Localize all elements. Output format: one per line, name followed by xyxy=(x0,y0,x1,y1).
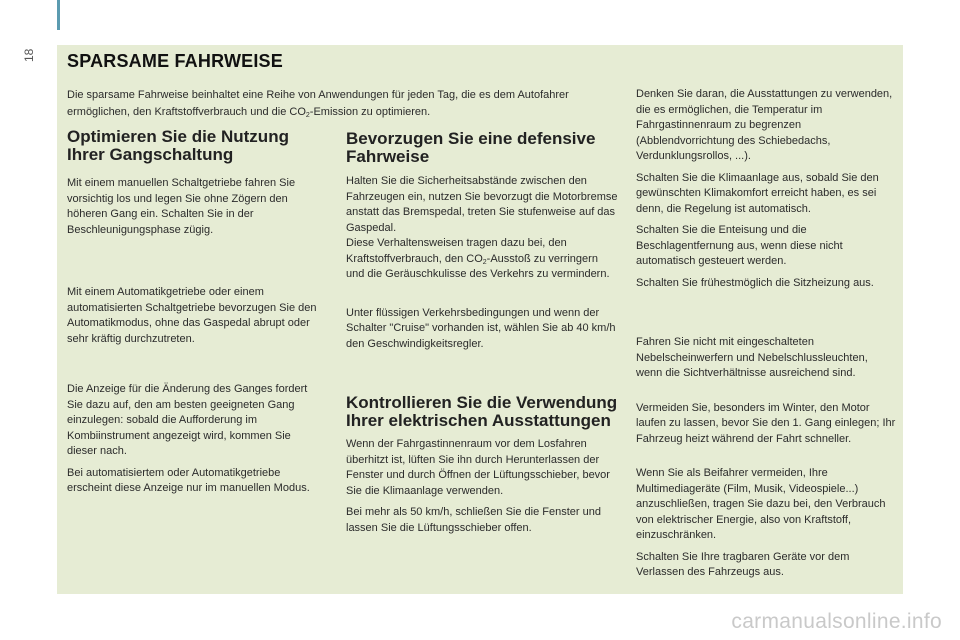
heading-electrical-equipment: Kontrollieren Sie die Verwendung Ihrer elektrischen Ausstattungen xyxy=(346,393,618,430)
col2-co2-subscript: 2 xyxy=(482,258,487,266)
col2-paragraph-cruise: Unter flüssigen Verkehrsbedingungen und wenn der Schalter "Cruise" vorhanden ist, wählen Sie ab 40 km/h den Geschwindigkeitsregler. xyxy=(346,306,616,350)
column-gearshift xyxy=(67,128,323,497)
col2-paragraph-emissions xyxy=(346,236,618,283)
col3-paragraph-temperature: Denken Sie daran, die Ausstattungen zu verwenden, die es ermöglichen, die Temperatur im Fahrgastinnenraum zu begrenzen (Abblendvorrichtung des Schiebedachs, Verdunklungsrollos, ...). xyxy=(636,88,893,162)
margin-accent-line xyxy=(57,0,60,30)
page-title: SPARSAME FAHRWEISE xyxy=(67,51,283,71)
col3-paragraph-fog-lights: Fahren Sie nicht mit eingeschalteten Nebelscheinwerfern und Nebelschlussleuchten, wenn die Sichtverhältnisse ausreichend sind. xyxy=(636,336,868,379)
col3-paragraph-aircon: Schalten Sie die Klimaanlage aus, sobald Sie den gewünschten Klimakomfort erreicht haben, es sei denn, die Regelung ist automatisch. xyxy=(636,171,879,215)
intro-text-before: Die sparsame Fahrweise beinhaltet eine Reihe von Anwendungen für jeden Tag, die es dem Autofahrer ermöglichen, den Kraftstoffverbrauch und die CO xyxy=(67,89,569,118)
column-driving-style xyxy=(346,130,618,536)
col1-paragraph-manual: Mit einem manuellen Schaltgetriebe fahren Sie vorsichtig los und legen Sie ohne Zögern den höheren Gang ein. Schalten Sie in der Beschleunigungsphase zügig. xyxy=(67,177,296,236)
col1-paragraph-indicator-mode: Bei automatisiertem oder Automatikgetriebe erscheint diese Anzeige nur im manuellen Modus. xyxy=(67,466,310,494)
col2-paragraph-ventilation: Wenn der Fahrgastinnenraum vor dem Losfahren überhitzt ist, lüften Sie ihn durch Herunterlassen der Fenster und durch Öffnen der Lüftungsschieber, bevor Sie die Klimaanlage verwenden. xyxy=(346,438,610,497)
col3-paragraph-engine-idle: Vermeiden Sie, besonders im Winter, den Motor laufen zu lassen, bevor Sie den 1. Gang einlegen; Ihr Fahrzeug heizt während der Fahrt schneller. xyxy=(636,401,896,445)
col3-paragraph-multimedia: Wenn Sie als Beifahrer vermeiden, Ihre Multimediageräte (Film, Musik, Videospiele...) anzuschließen, tragen Sie dazu bei, den Verbrauch von elektrischer Energie, also von Kraftstoff, einzuschränken. xyxy=(636,467,886,541)
col2-emissions-before: Diese Verhaltensweisen tragen dazu bei, den Kraftstoffverbrauch, den CO xyxy=(346,237,567,265)
heading-gearshift: Optimieren Sie die Nutzung Ihrer Gangschaltung xyxy=(67,127,289,164)
col2-paragraph-windows: Bei mehr als 50 km/h, schließen Sie die Fenster und lassen Sie die Lüftungsschieber offen. xyxy=(346,506,601,534)
col1-paragraph-automatic: Mit einem Automatikgetriebe oder einem automatisierten Schaltgetriebe bevorzugen Sie den Automatikmodus, ohne das Gaspedal abrupt oder sehr kräftig durchzutreten. xyxy=(67,286,317,345)
col1-paragraph-gear-indicator: Die Anzeige für die Änderung des Ganges fordert Sie dazu auf, den am besten geeigneten Gang einzulegen: sobald die Aufforderung im Kombiinstrument angezeigt wird, kommen Sie dieser nach. xyxy=(67,383,308,457)
intro-paragraph xyxy=(67,87,607,121)
page-number: 18 xyxy=(22,48,36,62)
watermark-text: carmanualsonline.info xyxy=(731,610,942,633)
col2-paragraph-distance: Halten Sie die Sicherheitsabstände zwischen den Fahrzeugen ein, nutzen Sie bevorzugt die Motorbremse anstatt das Bremspedal, treten Sie stufenweise auf das Gaspedal. xyxy=(346,175,618,234)
col2-emissions-after: -Ausstoß zu verringern und die Geräuschkulisse des Verkehrs zu vermindern. xyxy=(346,252,610,280)
heading-defensive-driving: Bevorzugen Sie eine defensive Fahrweise xyxy=(346,129,596,166)
intro-text-after: -Emission zu optimieren. xyxy=(309,106,431,118)
col3-paragraph-seat-heating: Schalten Sie frühestmöglich die Sitzheizung aus. xyxy=(636,276,874,289)
intro-co2-subscript: 2 xyxy=(305,112,310,119)
column-equipment-tips xyxy=(636,87,896,581)
col3-paragraph-defrost: Schalten Sie die Enteisung und die Beschlagentfernung aus, wenn diese nicht automatisch gesteuert werden. xyxy=(636,224,843,267)
col3-paragraph-portable-devices: Schalten Sie Ihre tragbaren Geräte vor dem Verlassen des Fahrzeugs aus. xyxy=(636,550,850,578)
